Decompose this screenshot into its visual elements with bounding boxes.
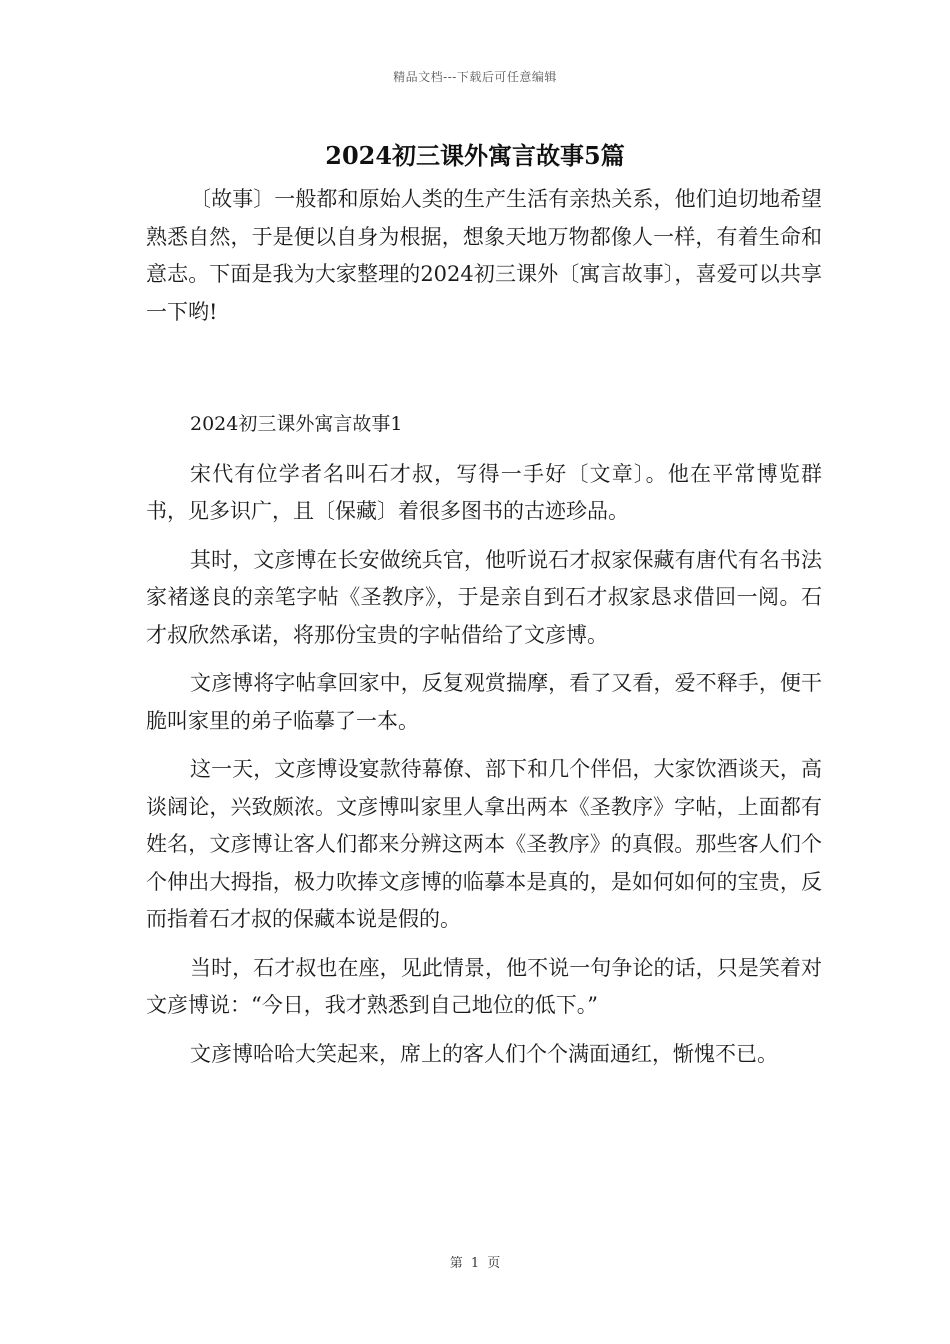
- story-paragraph-3: 文彦博将字帖拿回家中，反复观赏揣摩，看了又看，爱不释手，便干脆叫家里的弟子临摹了一本。: [146, 671, 822, 733]
- story-paragraph-1: 宋代有位学者名叫石才叔，写得一手好〔文章〕。他在平常博览群书，见多识广，且〔保藏〕着很多图书的古迹珍品。: [146, 461, 822, 523]
- story-paragraph-2: 其时，文彦博在长安做统兵官，他听说石才叔家保藏有唐代有名书法家褚遂良的亲笔字帖《圣教序》，于是亲自到石才叔家恳求借回一阅。石才叔欣然承诺，将那份宝贵的字帖借给了文彦博。: [146, 547, 822, 647]
- section-heading: 2024初三课外寓言故事1: [190, 413, 403, 435]
- story-paragraph-5: 当时，石才叔也在座，见此情景，他不说一句争论的话，只是笑着对文彦博说：“今日，我才熟悉到自己地位的低下。”: [146, 955, 822, 1017]
- page-header: 精品文档---下载后可任意编辑: [393, 70, 557, 84]
- story-paragraph-4: 这一天，文彦博设宴款待幕僚、部下和几个伴侣，大家饮酒谈天，高谈阔论，兴致颇浓。文彦博叫家里人拿出两本《圣教序》字帖，上面都有姓名，文彦博让客人们都来分辨这两本《圣教序》的真假。那些客人们个个伸出大拇指，极力吹捧文彦博的临摹本是真的，是如何如何的宝贵，反而指着石才叔的保藏本说是假的。: [146, 757, 822, 931]
- intro-paragraph: 〔故事〕一般都和原始人类的生产生活有亲热关系，他们迫切地希望熟悉自然，于是便以自身为根据，想象天地万物都像人一样，有着生命和意志。下面是我为大家整理的2024初三课外〔寓言故事〕，喜爱可以共享一下哟!: [146, 187, 822, 324]
- story-paragraph-6: 文彦博哈哈大笑起来，席上的客人们个个满面通红，惭愧不已。: [190, 1041, 778, 1066]
- page-number: 第 1 页: [449, 1256, 501, 1271]
- document-body: [146, 181, 822, 1084]
- document-title: 2024初三课外寓言故事5篇: [325, 141, 625, 170]
